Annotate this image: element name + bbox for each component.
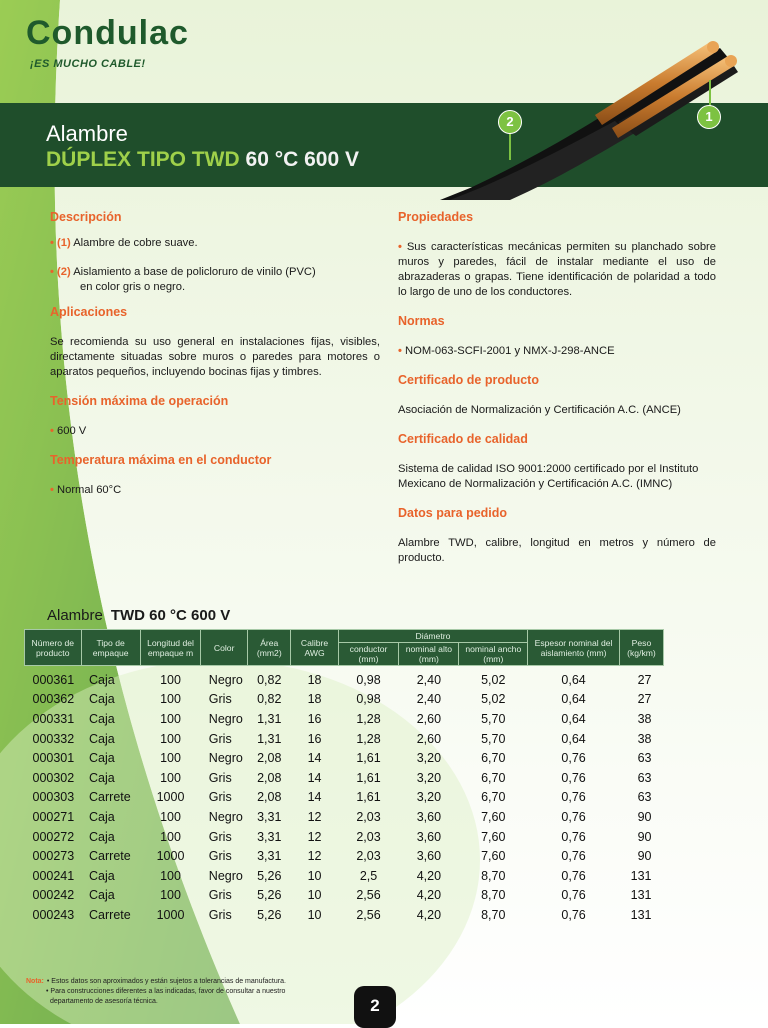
table-cell: 2,03 [356,809,381,824]
table-cell: 5,70 [481,711,506,726]
table-cell: 1,31 [257,711,282,726]
table-cell: 2,03 [356,849,381,864]
table-cell: Gris [208,692,232,707]
table-cell: 0,82 [257,672,282,687]
table-cell: 5,02 [481,672,506,687]
normas-item: • NOM-063-SCFI-2001 y NMX-J-298-ANCE [398,345,615,357]
table-cell: 0,76 [561,849,586,864]
table-cell: 5,02 [481,692,506,707]
table-cell: 2,56 [356,907,381,922]
table-cell: 5,26 [257,888,282,903]
table-cell: 4,20 [416,868,442,883]
table-cell: 100 [160,672,181,687]
col-espesor: Espesor nominal del aislamiento (mm) [528,630,620,666]
badge-insulation: 2 [498,110,522,134]
table-cell: 8,70 [481,888,506,903]
table-cell: 1,28 [356,711,381,726]
table-cell: 3,60 [416,849,442,864]
table-cell: 0,76 [561,907,586,922]
table-cell: 000332 [32,731,75,746]
table-cell: Gris [208,731,232,746]
table-cell: 100 [160,809,181,824]
table-cell: Caja [89,751,115,766]
table-cell: 000241 [32,868,75,883]
col-conductor: conductor (mm) [338,643,399,666]
table-cell: 0,76 [561,751,586,766]
table-cell: 27 [637,692,652,707]
table-cell: 8,70 [481,907,506,922]
table-cell: Carrete [89,907,131,922]
table-cell: 131 [630,868,652,883]
cert-producto-text: Asociación de Normalización y Certificación A.C. (ANCE) [398,404,681,416]
table-cell: 100 [160,711,181,726]
table-cell: 3,20 [416,751,442,766]
table-cell: Gris [208,849,232,864]
table-cell: Caja [89,809,115,824]
table-cell: Caja [89,672,115,687]
bullet-num-2: • (2) [50,266,71,278]
table-cell: 3,60 [416,809,442,824]
footnotes [26,977,286,1007]
table-cell: 1,61 [356,770,381,785]
table-cell: 7,60 [481,829,506,844]
table-cell: 2,60 [416,731,442,746]
table-cell: 0,64 [561,692,586,707]
table-cell: Caja [89,711,115,726]
table-cell: 0,98 [356,672,381,687]
table-cell: Carrete [89,849,131,864]
col-nominal-alto: nominal alto (mm) [399,643,459,666]
notes-label: Nota: [26,978,44,985]
table-cell: 10 [307,868,322,883]
table-cell: 5,26 [257,907,282,922]
table-cell: 1,28 [356,731,381,746]
table-cell: 63 [637,770,652,785]
table-cell: 000242 [32,888,75,903]
brand-name: Condulac [26,14,189,52]
table-cell: 27 [637,672,652,687]
table-cell: 2,40 [416,672,442,687]
table-cell: 5,70 [481,731,506,746]
table-cell: 5,26 [257,868,282,883]
table-cell: 000272 [32,829,75,844]
table-cell: 2,08 [257,751,282,766]
left-column [50,210,380,512]
table-cell: 0,76 [561,888,586,903]
table-cell: 14 [307,790,322,805]
table-cell: 16 [307,711,322,726]
table-row [25,690,664,710]
heading-propiedades: Propiedades [398,210,474,224]
table-cell: 6,70 [481,790,506,805]
propiedades-text: • Sus características mecánicas permiten su planchado sobre muros y paredes, fácil de instalar mediante el uso de abrazaderas o grapas. Tiene identificación de polaridad a todo lo largo de uno de los conductores. [398,241,717,298]
table-row [25,748,664,768]
col-calibre: Calibre AWG [291,630,338,666]
table-row [25,866,664,886]
table-cell: 0,64 [561,711,586,726]
table-cell: 000302 [32,770,75,785]
note-line-2: • Para construcciones diferentes a las indicadas, favor de consultar a nuestro [46,988,286,995]
table-cell: 131 [630,888,652,903]
table-cell: 1,61 [356,790,381,805]
cert-calidad-text: Sistema de calidad ISO 9001:2000 certificado por el Instituto Mexicano de Normalización y Certificación A.C. (IMNC) [398,463,699,490]
table-cell: 100 [160,868,181,883]
bullet-num-1: • (1) [50,237,71,249]
table-cell: Carrete [89,790,131,805]
table-cell: 4,20 [416,888,442,903]
table-cell: 0,64 [561,672,586,687]
table-cell: Caja [89,829,115,844]
table-cell: Caja [89,731,115,746]
spec-table [24,629,664,925]
table-cell: Negro [208,809,243,824]
table-cell: 1000 [156,849,185,864]
table-cell: 18 [307,672,322,687]
table-cell: 0,76 [561,790,586,805]
datos-pedido-text: Alambre TWD, calibre, longitud en metros y número de producto. [398,537,716,564]
table-cell: 12 [307,849,322,864]
table-row [25,827,664,847]
heading-aplicaciones: Aplicaciones [50,305,128,319]
col-numero: Número de producto [25,630,82,666]
table-cell: 4,20 [416,907,442,922]
table-cell: 3,31 [257,809,282,824]
table-cell: 3,31 [257,829,282,844]
table-cell: Gris [208,888,232,903]
desc-item-1: • (1) Alambre de cobre suave. [50,237,198,249]
table-cell: Gris [208,829,232,844]
right-column [398,210,716,580]
table-cell: 000273 [32,849,75,864]
table-cell: 90 [637,849,652,864]
table-cell: 3,31 [257,849,282,864]
table-cell: 2,03 [356,829,381,844]
table-row [25,709,664,729]
table-cell: Negro [208,672,243,687]
table-cell: 12 [307,829,322,844]
table-cell: Caja [89,770,115,785]
table-row [25,788,664,808]
table-cell: 0,76 [561,770,586,785]
table-cell: 2,08 [257,790,282,805]
desc-item-2: • (2) Aislamiento a base de policloruro de vinilo (PVC) en color gris o negro. [50,266,316,293]
table-cell: 000243 [32,907,75,922]
table-cell: 3,20 [416,770,442,785]
table-cell: 16 [307,731,322,746]
table-cell: 0,76 [561,868,586,883]
title-highlight: DÚPLEX TIPO TWD [46,148,240,171]
table-cell: 7,60 [481,809,506,824]
heading-datos-pedido: Datos para pedido [398,506,508,520]
table-cell: 0,64 [561,731,586,746]
col-peso: Peso (kg/km) [619,630,663,666]
table-cell: Negro [208,751,243,766]
table-cell: 100 [160,829,181,844]
table-cell: Negro [208,711,243,726]
table-cell: 90 [637,809,652,824]
table-cell: 0,76 [561,809,586,824]
table-cell: 100 [160,770,181,785]
table-cell: 14 [307,751,322,766]
table-cell: 14 [307,770,322,785]
tension-item: • 600 V [50,425,87,437]
table-cell: 2,5 [359,868,378,883]
table-row [25,729,664,749]
table-cell: 000362 [32,692,75,707]
table-cell: 2,40 [416,692,442,707]
table-cell: Caja [89,692,115,707]
col-area: Área (mm2) [248,630,291,666]
note-line-1: • Estos datos son aproximados y están sujetos a tolerancias de manufactura. [46,978,286,985]
table-cell: 8,70 [481,868,506,883]
title-suffix: 60 °C 600 V [245,148,359,171]
table-cell: 000303 [32,790,75,805]
table-cell: 1000 [156,790,185,805]
table-cell: 2,08 [257,770,282,785]
badge-conductor: 1 [697,105,721,129]
table-cell: 12 [307,809,322,824]
table-cell: 3,60 [416,829,442,844]
heading-temperatura: Temperatura máxima en el conductor [50,453,272,467]
table-cell: 10 [307,888,322,903]
spec-table-body [25,666,664,925]
table-cell: 0,82 [257,692,282,707]
table-cell: 100 [160,731,181,746]
table-cell: Negro [208,868,243,883]
heading-cert-calidad: Certificado de calidad [398,432,528,446]
table-cell: 000271 [32,809,75,824]
table-cell: 0,76 [561,829,586,844]
page-title-line2 [46,148,359,172]
table-cell: 000301 [32,751,75,766]
table-cell: Gris [208,790,232,805]
table-row [25,886,664,906]
table-row [25,768,664,788]
page-number: 2 [354,986,396,1028]
table-cell: 90 [637,829,652,844]
heading-tension: Tensión máxima de operación [50,394,229,408]
col-longitud: Longitud del empaque m [140,630,201,666]
table-title: Alambre TWD 60 °C 600 V [47,607,231,624]
table-cell: 1,31 [257,731,282,746]
table-cell: Gris [208,907,232,922]
brand-tagline: ¡ES MUCHO CABLE! [30,58,146,70]
heading-descripcion: Descripción [50,210,122,224]
col-color: Color [201,630,248,666]
table-cell: Gris [208,770,232,785]
table-cell: 3,20 [416,790,442,805]
table-cell: 1,61 [356,751,381,766]
heading-cert-producto: Certificado de producto [398,373,539,387]
note-line-3: departamento de asesoría técnica. [50,998,158,1005]
table-row [25,807,664,827]
table-cell: 2,60 [416,711,442,726]
table-cell: 6,70 [481,751,506,766]
table-row [25,905,664,925]
table-cell: 1000 [156,907,185,922]
table-cell: 000331 [32,711,75,726]
table-cell: 10 [307,907,322,922]
table-cell: 100 [160,751,181,766]
table-cell: 63 [637,751,652,766]
col-nominal-ancho: nominal ancho (mm) [459,643,528,666]
table-cell: 7,60 [481,849,506,864]
table-cell: 100 [160,692,181,707]
col-tipo: Tipo de empaque [81,630,140,666]
table-row [25,666,664,690]
heading-normas: Normas [398,314,445,328]
table-cell: 2,56 [356,888,381,903]
table-cell: 000361 [32,672,75,687]
table-cell: 63 [637,790,652,805]
brand-logo [26,12,189,74]
col-diametro: Diámetro [338,630,528,643]
table-cell: Caja [89,868,115,883]
temperatura-item: • Normal 60°C [50,484,122,496]
aplicaciones-text: Se recomienda su uso general en instalaciones fijas, visibles, directamente situadas sobre muros o paredes para motores o aparatos pequeños, incluyendo bocinas fijas y timbres. [50,336,380,378]
table-cell: 6,70 [481,770,506,785]
table-cell: 38 [637,731,652,746]
table-row [25,846,664,866]
table-cell: Caja [89,888,115,903]
table-cell: 18 [307,692,322,707]
table-cell: 100 [160,888,181,903]
table-cell: 38 [637,711,652,726]
table-cell: 0,98 [356,692,381,707]
table-cell: 131 [630,907,652,922]
page-title-line1: Alambre [46,121,128,146]
